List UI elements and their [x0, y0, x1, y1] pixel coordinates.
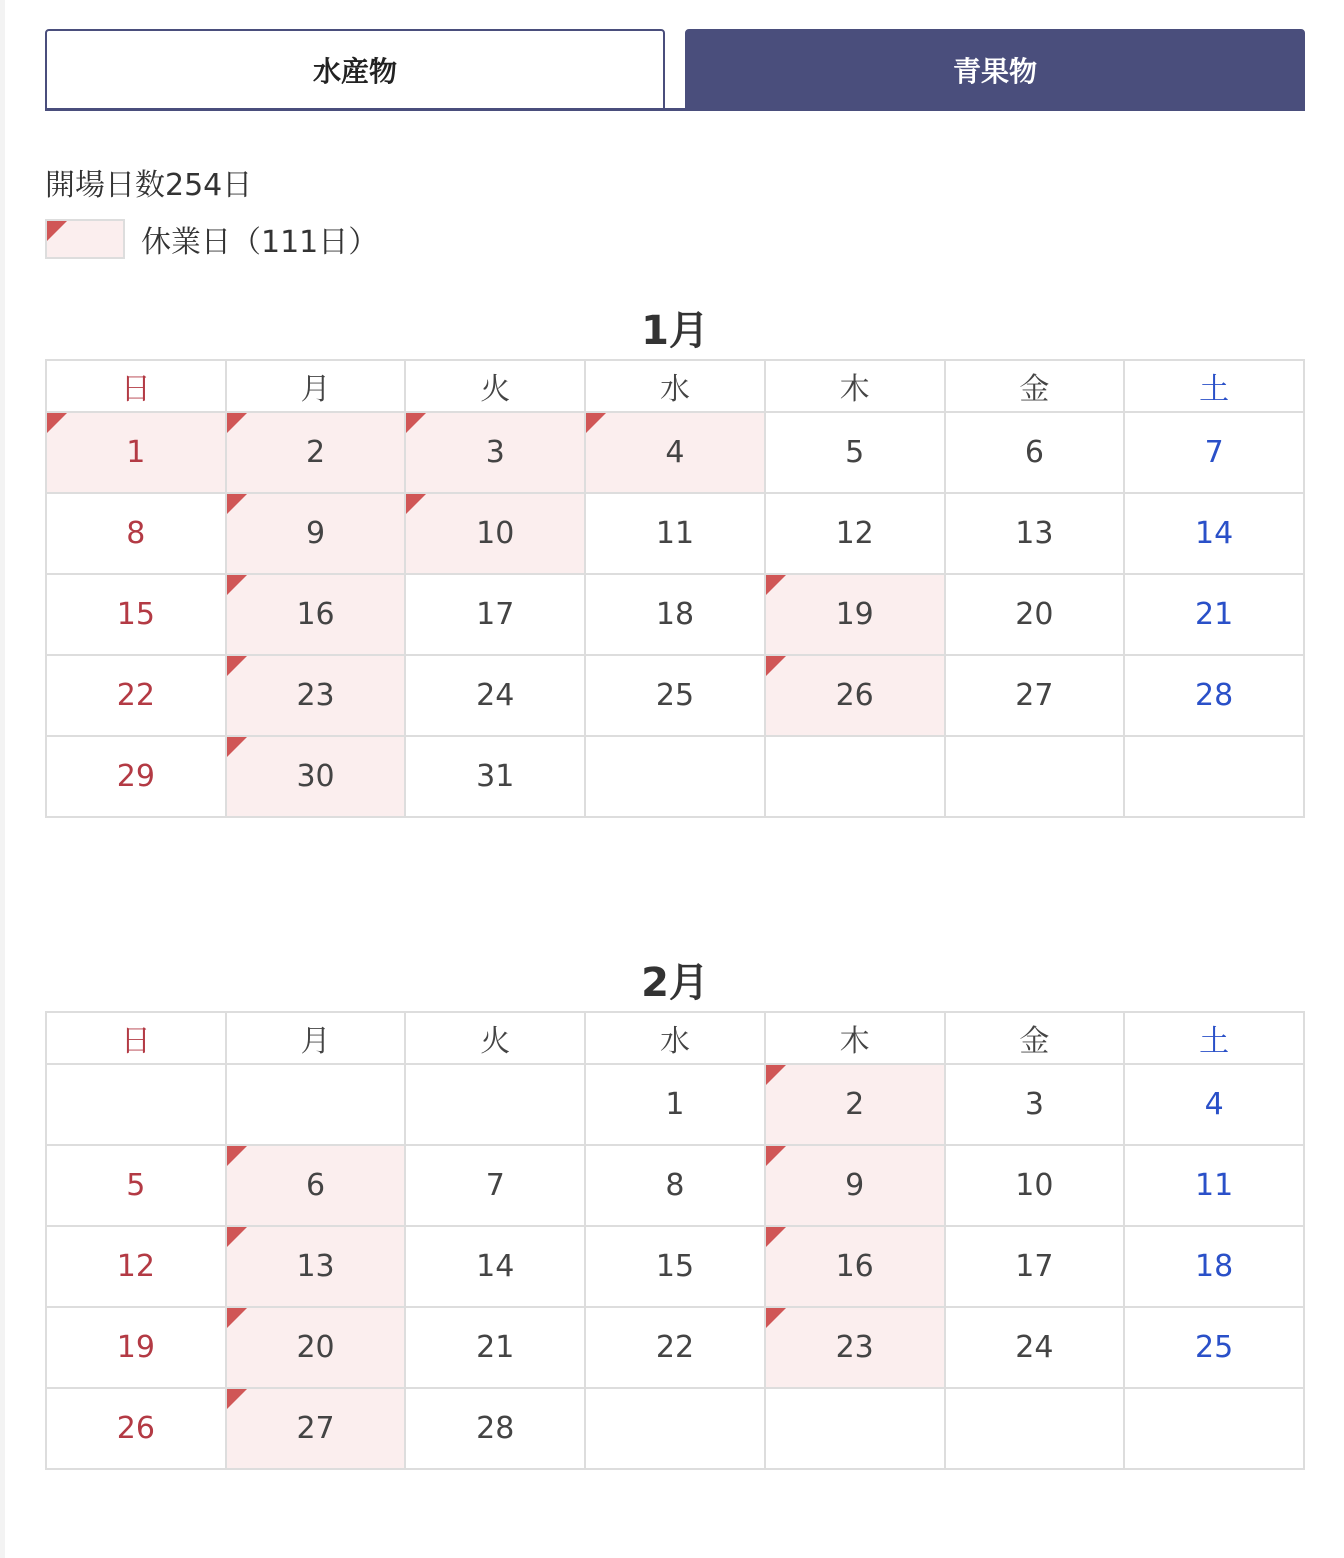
calendar-week-row — [46, 1226, 1304, 1307]
calendar-day: 11 — [585, 493, 765, 574]
calendar-day: 27 — [945, 655, 1125, 736]
calendar-week-row — [46, 1307, 1304, 1388]
holiday-marker-icon — [47, 221, 67, 241]
calendar-day: 25 — [1124, 1307, 1304, 1388]
month-title: 2月 — [641, 960, 709, 1006]
left-edge — [0, 0, 5, 1558]
calendar-week-row — [46, 1388, 1304, 1469]
calendar-day-holiday: 2 — [765, 1064, 945, 1145]
weekday-header: 金 — [945, 360, 1125, 412]
calendar-day: 15 — [585, 1226, 765, 1307]
calendar-day: 10 — [945, 1145, 1125, 1226]
month-title: 1月 — [641, 308, 709, 354]
calendar-day: 7 — [1124, 412, 1304, 493]
calendar-table — [45, 359, 1305, 818]
weekday-header-row — [46, 360, 1304, 412]
calendar-day: 1 — [585, 1064, 765, 1145]
calendar-day-holiday: 23 — [765, 1307, 945, 1388]
calendar-day: 24 — [945, 1307, 1125, 1388]
calendar-day — [585, 1388, 765, 1469]
calendar-day-holiday: 20 — [226, 1307, 406, 1388]
calendar-day: 29 — [46, 736, 226, 817]
calendar-day: 12 — [46, 1226, 226, 1307]
weekday-header: 日 — [46, 360, 226, 412]
calendar-day — [945, 1388, 1125, 1469]
month-calendar-february — [45, 955, 1305, 1470]
calendar-day: 24 — [405, 655, 585, 736]
calendar-day: 22 — [46, 655, 226, 736]
calendar-day: 4 — [1124, 1064, 1304, 1145]
weekday-header: 火 — [405, 360, 585, 412]
weekday-header: 日 — [46, 1012, 226, 1064]
calendar-day-holiday: 13 — [226, 1226, 406, 1307]
weekday-header: 木 — [765, 1012, 945, 1064]
calendar-week-row — [46, 574, 1304, 655]
calendar-day-holiday: 9 — [226, 493, 406, 574]
calendar-day-holiday: 27 — [226, 1388, 406, 1469]
calendar-day: 5 — [765, 412, 945, 493]
tabs-underline — [45, 108, 1305, 111]
weekday-header: 火 — [405, 1012, 585, 1064]
calendar-week-row — [46, 1064, 1304, 1145]
calendar-day-holiday: 3 — [405, 412, 585, 493]
tab-produce[interactable]: 青果物 — [685, 29, 1305, 111]
calendar-day: 6 — [945, 412, 1125, 493]
weekday-header-row — [46, 1012, 1304, 1064]
calendar-day-holiday: 16 — [226, 574, 406, 655]
calendar-day: 18 — [585, 574, 765, 655]
calendar-day-holiday: 30 — [226, 736, 406, 817]
calendar-week-row — [46, 736, 1304, 817]
calendar-day: 13 — [945, 493, 1125, 574]
calendar-week-row — [46, 493, 1304, 574]
holiday-legend — [45, 217, 378, 261]
calendar-day: 28 — [1124, 655, 1304, 736]
calendar-day — [585, 736, 765, 817]
holiday-legend-swatch — [45, 219, 125, 259]
weekday-header: 月 — [226, 1012, 406, 1064]
weekday-header: 土 — [1124, 1012, 1304, 1064]
calendar-day: 19 — [46, 1307, 226, 1388]
calendar-day: 12 — [765, 493, 945, 574]
calendar-day: 14 — [1124, 493, 1304, 574]
calendar-day — [1124, 1388, 1304, 1469]
calendar-day: 14 — [405, 1226, 585, 1307]
calendar-day — [226, 1064, 406, 1145]
calendar-day: 15 — [46, 574, 226, 655]
weekday-header: 月 — [226, 360, 406, 412]
calendar-day-holiday: 2 — [226, 412, 406, 493]
calendar-day-holiday: 4 — [585, 412, 765, 493]
open-days-count: 開場日数254日 — [45, 168, 253, 203]
calendar-day-holiday: 1 — [46, 412, 226, 493]
calendar-day: 21 — [405, 1307, 585, 1388]
category-tabs — [45, 29, 1305, 111]
calendar-day — [765, 1388, 945, 1469]
calendar-day-holiday: 10 — [405, 493, 585, 574]
calendar-day: 21 — [1124, 574, 1304, 655]
calendar-day — [945, 736, 1125, 817]
weekday-header: 木 — [765, 360, 945, 412]
calendar-day: 8 — [46, 493, 226, 574]
weekday-header: 土 — [1124, 360, 1304, 412]
calendar-day: 5 — [46, 1145, 226, 1226]
calendar-day — [765, 736, 945, 817]
calendar-day — [405, 1064, 585, 1145]
calendar-day-holiday: 26 — [765, 655, 945, 736]
calendar-day — [1124, 736, 1304, 817]
calendar-day: 17 — [405, 574, 585, 655]
calendar-day: 8 — [585, 1145, 765, 1226]
calendar-day: 3 — [945, 1064, 1125, 1145]
weekday-header: 水 — [585, 1012, 765, 1064]
tab-seafood[interactable]: 水産物 — [45, 29, 665, 111]
calendar-day: 25 — [585, 655, 765, 736]
calendar-day-holiday: 9 — [765, 1145, 945, 1226]
calendar-day: 31 — [405, 736, 585, 817]
calendar-day-holiday: 23 — [226, 655, 406, 736]
calendar-week-row — [46, 1145, 1304, 1226]
weekday-header: 水 — [585, 360, 765, 412]
calendar-day: 26 — [46, 1388, 226, 1469]
calendar-day: 20 — [945, 574, 1125, 655]
calendar-day: 11 — [1124, 1145, 1304, 1226]
calendar-day-holiday: 19 — [765, 574, 945, 655]
calendar-day-holiday: 16 — [765, 1226, 945, 1307]
calendar-week-row — [46, 412, 1304, 493]
calendar-week-row — [46, 655, 1304, 736]
calendar-day: 7 — [405, 1145, 585, 1226]
calendar-table — [45, 1011, 1305, 1470]
holiday-legend-label: 休業日（111日） — [141, 225, 379, 260]
calendar-day: 22 — [585, 1307, 765, 1388]
calendar-day-holiday: 6 — [226, 1145, 406, 1226]
month-calendar-january — [45, 303, 1305, 818]
calendar-day — [46, 1064, 226, 1145]
calendar-day: 28 — [405, 1388, 585, 1469]
calendar-day: 17 — [945, 1226, 1125, 1307]
calendar-day: 18 — [1124, 1226, 1304, 1307]
weekday-header: 金 — [945, 1012, 1125, 1064]
